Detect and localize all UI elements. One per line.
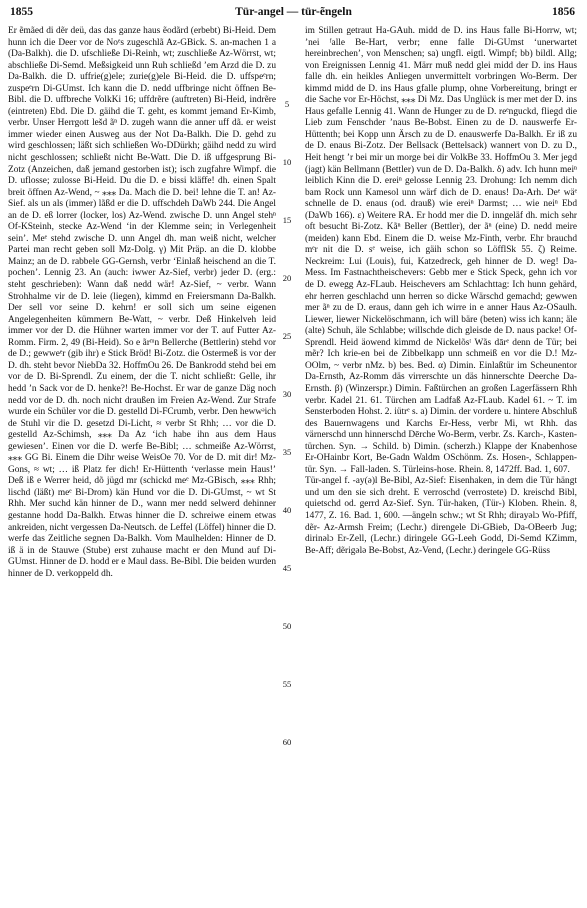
line-number: 30 xyxy=(282,389,292,399)
running-title: Tür-angel — tür-ẽngeln xyxy=(235,6,352,18)
page-header xyxy=(0,0,587,26)
line-number: 40 xyxy=(282,505,292,515)
line-number: 50 xyxy=(282,621,292,631)
line-number: 25 xyxy=(282,331,292,341)
line-number: 35 xyxy=(282,447,292,457)
right-column xyxy=(305,26,577,557)
line-number: 20 xyxy=(282,273,292,283)
line-number: 55 xyxy=(282,679,292,689)
left-column-text: Er ẽmãed di dẽr deü, das das ganze haus ẽodãrd (erbebt) Bi-Heid. Dem hunn ich die Deer vor de Noᵉs zugeschlã Az-GBick. S. an-machen 1 a (Da-Balkh). die D. ufschließe Di-Reinh, wt; zuschließe Az-Wörrst, wt; abschließe Di-Semd. Meßsigkeid unn Ruh schließd ʼem Arzd die D. zu Da-Balkh. die D. uffrie(g)ele; zurie(g)ele Bi-Heid. die D. uffspeᵉrn; zuspeᵉrn Di-GUmst. Ich kann die D. nedd uffbringe nicht öffnen Be-Bibl. die D. uffbreche VolkKi 16; uffdrẽre (auftreten) Bi-Heid, indrẽre (eintreten) Ebd. Die D. gäihd die T. geht, es kommt jemand Er-Kimb, verbr. Unser Herrgott lešd ãⁿ D. zugeh wann die anner uff dã. er weist immer wieder einen Ausweg aus der Not Da-Balkh. Die D. gehd zu wird geschlossen; läßt sich schließen Wo-DDürkh; gäihd nedd zu wird nicht geschlossen; schließt nicht Be-Watt. Die D. iß uffgesprung Bi-Zotz (Anzeichen, daß jemand gestorben ist); isch zugfahre Wimpf. die D. uflosse; zulosse Bi-Heid. Du die D. e bissi kläffe! dh. einen Spalt breit öffnen Az-Wend, ~ ⁎⁎⁎ Da. Mach die D. bei! lehne die T. an! Az-Sief. als un als (immer) lãßd er die D. uffschdeh DaWb 244. Die Angel an de D. eß lorrer (locker, los) Az-Wend. zwische D. unn Angel stehⁿ Of-KSteinh, stecke Az-Wend ‘in der Klemme sein; in Verlegenheit sein’. Meᵉ stehd zwische D. unn Angel dh. man weiß nicht, welcher Partei man recht geben soll Mz-Dolg. γ) Mit Präp. an die D. klobbe Mainz; an de D. rabbele GG-Gernsh, verbr ‘Einlaß heischend an die T. pochen’. Lennig 23. An (auch: iwwer Az-Sief, verbr) jeder D. (erg.: steht geschrieben): Wann daß nedd wär! Az-Sief, ~ verbr. Wann Strohhalme vir de D. leie (liegen), kimmd en Freiersmann Da-Balkh. Der sell vor seine D. kehrn! er soll sich um seine eigenen Angelegenheiten kümmern Be-Watt, ~ verbr. Deß Hinkelveh leid immer vor der D. die Hühner warten immer vor der T. auf Futter Az-Romm. Firm. 2, 49 (Bi-Heid). So e ãrᵐn Bellerche (Bettlerin) stehd vor de D.; gewweᵉr (gib ihr) e Stick Bröd! Bi-Zotz. die Ostermeß is vor der D. dh. steht bevor NiebDa 32. HoffmOu 26. De Bankrodd stehd bei em vor de D. Bi-Sprendl. Zu einem, der die T. nicht schließt: Gelle, ihr hedd ʼn Sack vor de D. henke?! Be-Hochst. Er war de ganze Däg noch nedd vor de D. dh. noch nicht draußen im Freien Az-Wend. Zur Strafe wurde ein Schüler vor die D. gestelld Di-FCrumb, verbr. Den hewwᵊich de Stuhl vir die D. gesetzd Di-Licht, ≈ verbr St Rhh; … vor die D. gestelld Az-Schimsh, ⁎⁎⁎ Da Az ‘ich habe ihn aus dem Haus gewiesen’. Einen vor die D. werfe Be-Bibl; … schmeiße Az-Wörrst, ⁎⁎⁎ GG Bi. Einem die Dihr weise WeisOe 70. Vor de D. mit dir! Mz-Gons, ≈ wt; … iß Platz fer dich! Er-Hüttenth ‘verlasse mein Haus!’ Deß iß e Werrer heid, dõ jügd mr (schickd meᵉ Mz-GBisch, ⁎⁎⁎ Rhh; lischd (läßt) meᵉ Bi-Drom) kän Hund vor die D. Di-GUmst, ~ wt St Rhh. Mer suchd kän hinner de D., wann mer nedd selwerd dehinner gestanne hodd Da-Balkh. Etwas hinner die D. schreiwe einem etwas ankreiden, nicht vergessen Da-Neutsch. de Leffel (Löffel) hinner die D. werfe das Zeitliche segnen Da-Balkh. Vom Maulhelden: Hinner de D. iß ä in de Stauwe (Stube) erst zuhause macht er den Mund auf Di-GUmst. Hinner de D. hodd er e Maul dass. Be-Bibl. Die beiden wurden hinner de D. verkoppeld dh. xyxy=(8,26,276,579)
line-number: 10 xyxy=(282,157,292,167)
left-column xyxy=(8,26,276,580)
line-number: 15 xyxy=(282,215,292,225)
line-number: 45 xyxy=(282,563,292,573)
page-number-right: 1856 xyxy=(552,6,575,18)
line-number: 5 xyxy=(284,99,290,109)
line-number: 60 xyxy=(282,737,292,747)
entry-tur-angel: Tür-angel f. -ay(ə)l Be-Bibl, Az-Sief: Eisenhaken, in dem die Tür hängt und um den sie sich dreht. E verroschd (verrostete) D. kreischd Bibl, quietschd od. gerrd Az-Sief. Syn. Tür-haken, (Tür-) Kloben. Rhein. 8, 1477, Z. 16. Bad. 1, 600. —ängeln schw.; wt St Rhh; dirayəlɔ Wo-Pfiff, dẽr- Az-Armsh Freim; (Lechr.) direngele Di-GBieb, Da-OBeerb Jug; dirinəlɔ Er-Zell, (Lechr.) diringele GG-Leeh Godd, Di-Semd KZimm, Be-Aff; dẽrigələ Be-Bobst, Az-Vend, (Lechr.) deringele GG-Rüss xyxy=(305,476,577,556)
right-column-text: im Stillen getraut Ha-GAuh. midd de D. ins Haus falle Bi-Horrw, wt; ʼnei ᶠalle Be-Hart, verbr; enne falle Di-GUmst ‘unerwartet hereinbrechen’, von Menschen; sa) ungfl. eigtl. Wimpf; bb) bildl. Allg; von Ereignissen Lennig 41. Märr muß nedd glei midd der D. ins Haus falle dh. ein heikles Anliegen unvermittelt vorbringen Wo-Berm. Der kimmd midd de D. ins Haus gfalle plump, ohne Vorbereitung, bringt er die Sache vor Er-Höchst, ⁎⁎⁎ Di Mz. Das Unglück is mer met der D. ins Haus gefalle Lennig 41. Wann de Hunger zu de D. reᵉnguckd, fliegd die Lieb zum Fenschder ʼnaus Be-Bobst. Einen zu de D. nauswerfe Er-Hüttenth; bei Kopp unn Ärsch zu de D. enauswerfe Da-Balkh. Er iß zu de D. enaus Bi-Zotz. Der Bellsack (Bettelsack) wannert von D. zu D., Heit hengt ʼr bei mir un morge bei dir VolkBe 33. HoffmOu 3. Mer jegd (jagt) kän Bellmann (Bettler) vun de D. Da-Balkh. δ) adv. Ich hunn meiⁿ leiblich Kinn die D. ereiⁿ gelosse Lennig 23. Drohung: Ich nemm dich bam Rock unn Kamesol unn wärf dich de D. enaus! Da-Arh. Deᵉ wäᵉ schnelle de D. enaus (od. drauß) wie ereiⁿ Darmst; … wie neiⁿ Ebd (DaWb 166). ε) Weitere RA. Er hodd mer die D. inngeläf dh. mich sehr oft besucht Bi-Zotz. Kãⁿ Beller (Bettler), der ãⁿ (eine) D. nedd meire (meiden) kann Ebd. Einem die D. weise Mz-Finth, verbr. Ehr brauchd mᵉr nit die D. sᵉ weise, ich gäih schon so LöfflSk 55. ζ) Reime. Neckreim: Lui (Louis), fui, Katzedreck, geh hinner de D. weg! Da-Mess. Im Fastnachtheischevers: Gebb mer e Stick Speck, gehn ich vor de D. ewegg Az-FLaub. Heischevers am Schlachttag: Ich hunn gehärd, ehr herren geschlachd unn herren so dicke Wärschd gemachd; gewwen mer ãⁿ zu de D. eraus, dann geh ich wirre in e anner Haus Az-OSaulh. Liewer, liewer Nickelöschmann, ich will bäre (beten) wiss ich kann; äle (alte) Schuh, äle Schlabbe; willschde dich gleisde de D. naus packe! Of-Sprendl. Heid äowend kimmd de Nickelõsᵗ Wãs dārᵉ denn de Tür; bei mẽr? Ich krie-en bei de Zibbelkapp unn schmeiß en vor die D.! Mz-OOlm, ~ verbr nMz. b) bes. Bed. α) Dimin. Einlaßtür im Scheunentor Da-Ernsth, Az-Romm däs virrerschte un däs hinnerschte Deerche Da-Ernsth. β) (Winzerspr.) Dimin. Faßtürchen an großen Lagerfässern Rhh verbr. Kadel 21. 61. Türchen am Ladfaß Az-FLaub. Kadel 61. ~ T. im Sensterboden Hohst. 2. iütrᵉ s. a) Dimin. der vordere u. hintere Abschluß des Bauernwagens und Karchs Er-Hess, verbr Mi, wt Rhh. das värnerschd unn hinnerschd Dērche Wo-Berm, verbr. Zs. Karch-, Kasten-türchen. Syn. → Schild. b) Dimin. (scherzh.) Klappe der Knabenhose Er-OHainbr Kort, Be-Gadn Waldm OSchönm. Zs. Hosen-, Schlappen-tür. Syn. → Fall-laden. S. Türleins-hose. Rhein. 8, 1472ff. Bad. 1, 607. xyxy=(305,26,577,475)
page-number-left: 1855 xyxy=(10,6,33,18)
